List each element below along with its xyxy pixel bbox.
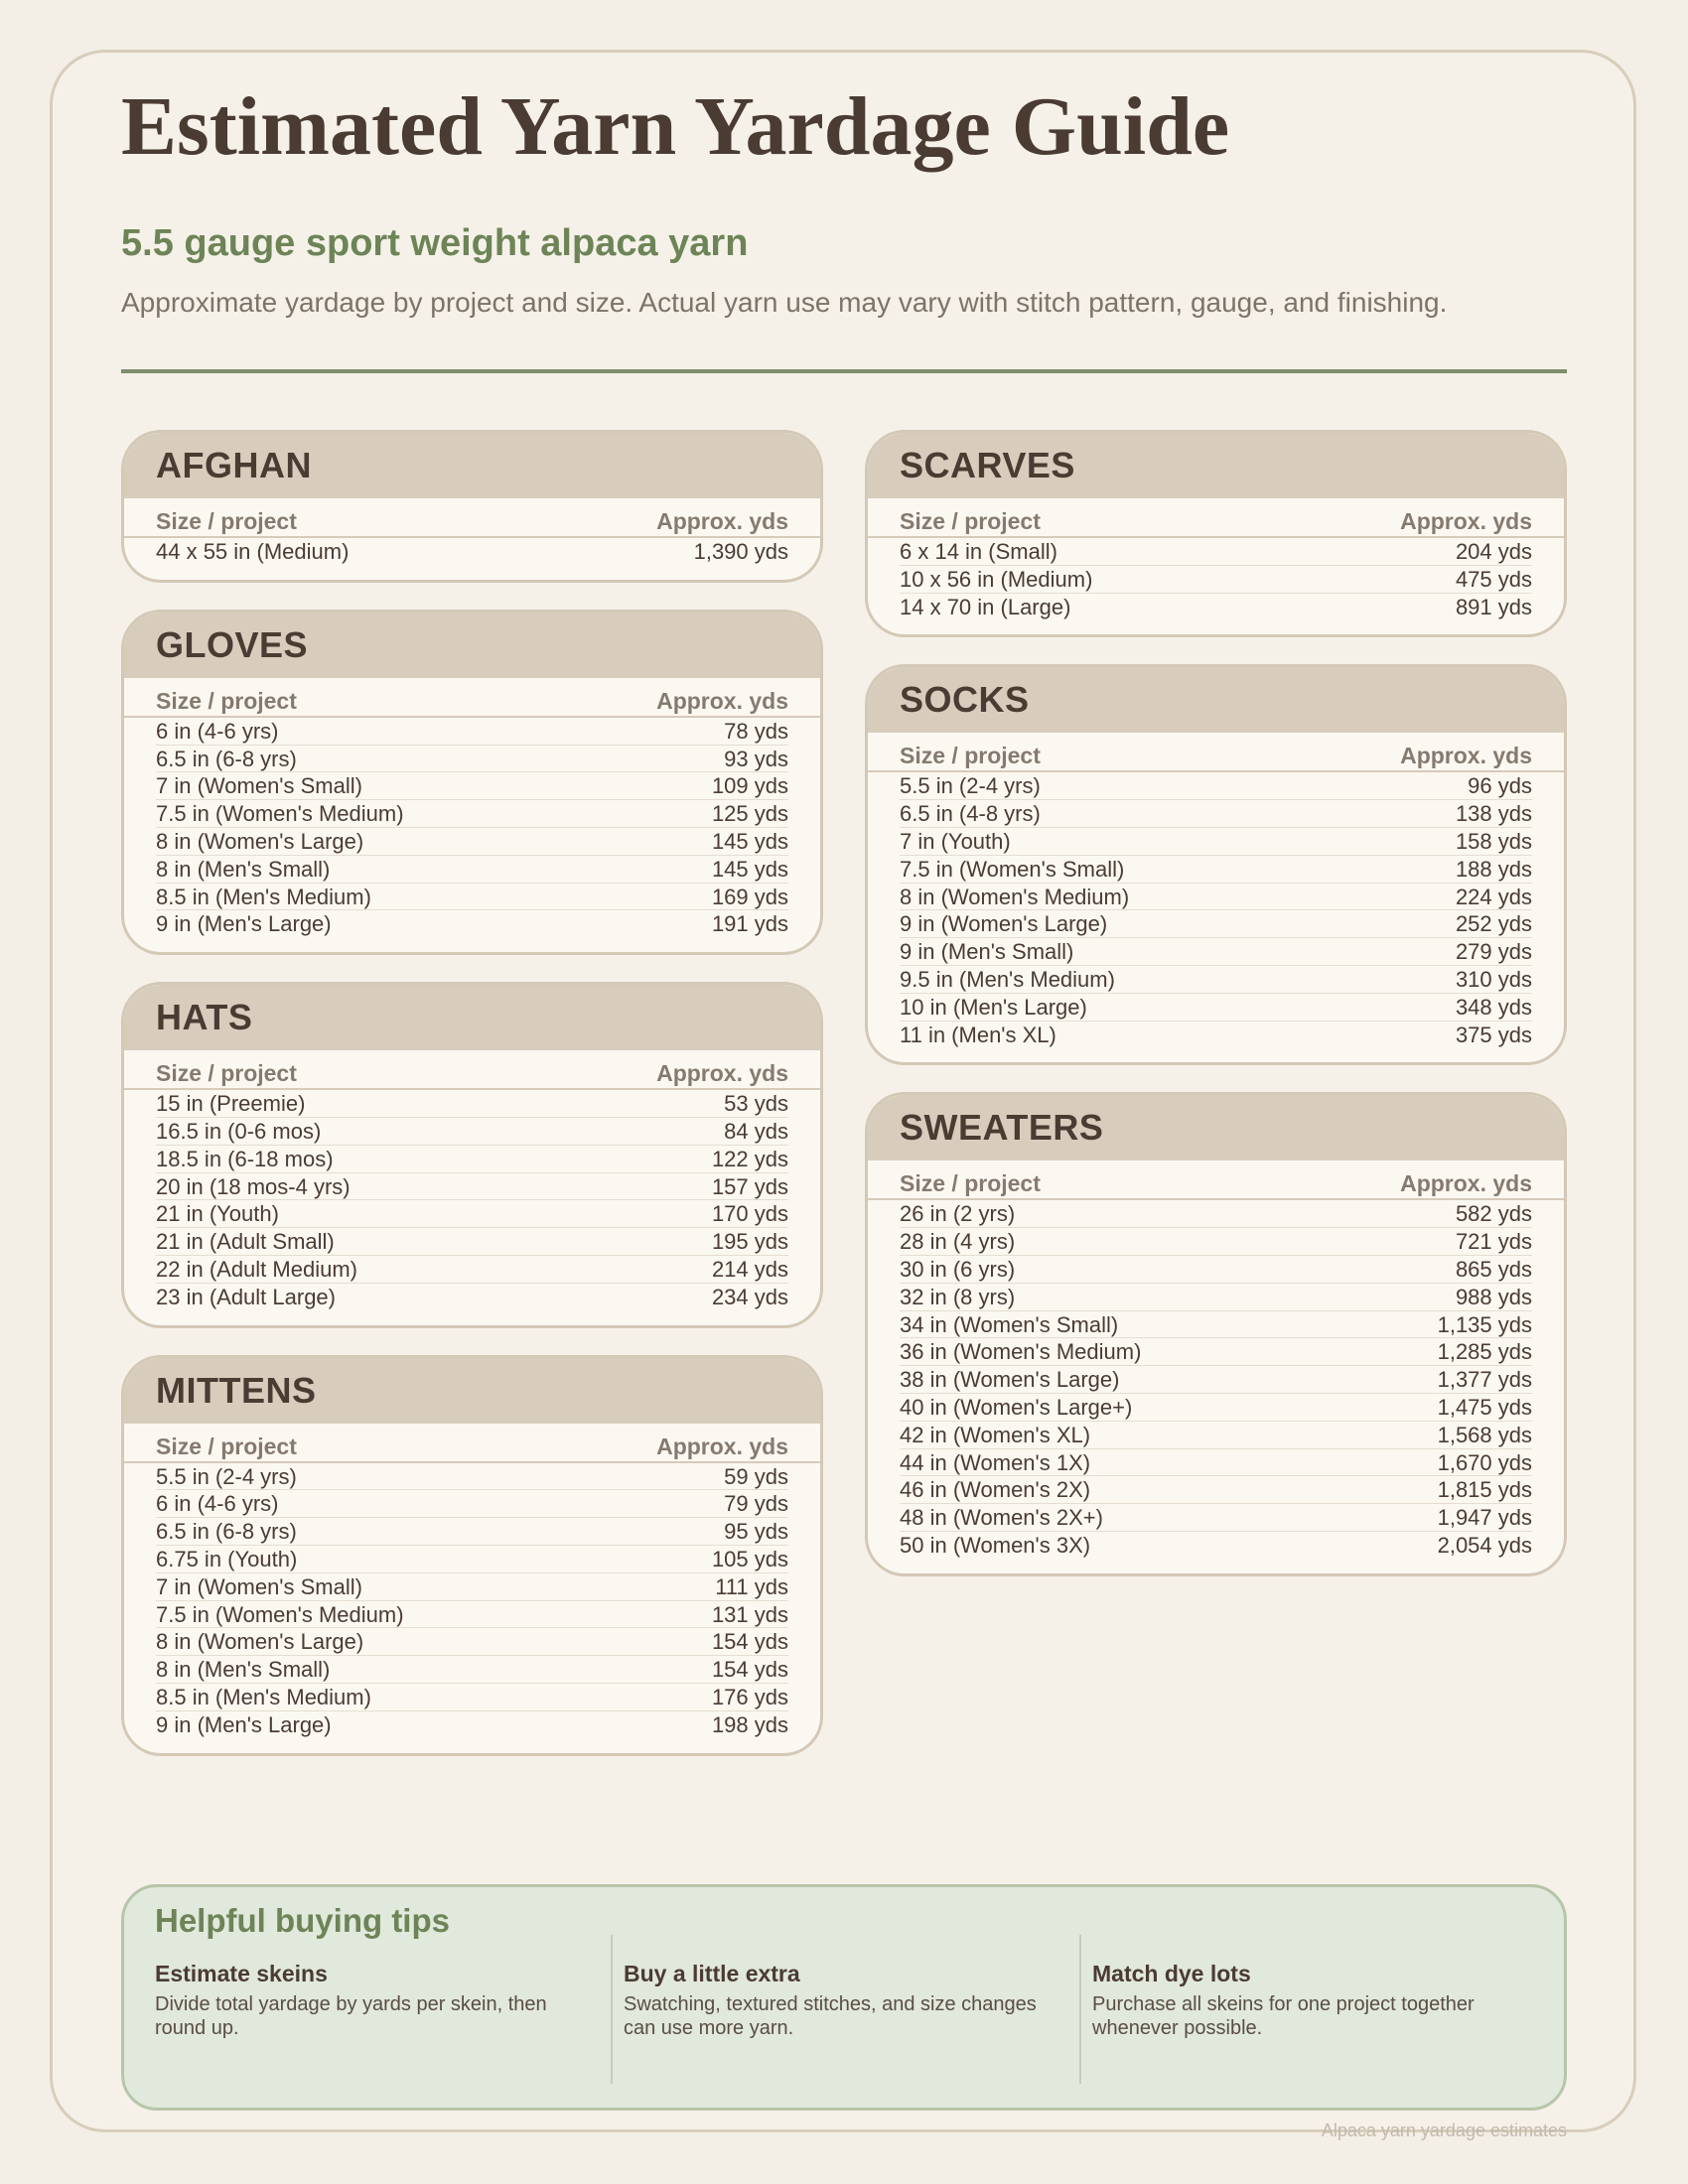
table-row — [156, 1146, 788, 1173]
table-header — [156, 678, 788, 716]
yards-cell: 191 yds — [711, 911, 788, 937]
yards-cell: 1,568 yds — [1437, 1422, 1532, 1447]
size-cell: 7 in (Women's Small) — [156, 773, 362, 799]
tip-divider — [1079, 1935, 1081, 2084]
table-row — [900, 1311, 1532, 1339]
yards-cell: 1,947 yds — [1437, 1505, 1532, 1531]
size-cell: 5.5 in (2-4 yrs) — [900, 773, 1041, 799]
table-header — [900, 498, 1532, 536]
table-row — [156, 884, 788, 911]
column-header-size: Size / project — [156, 687, 297, 714]
yardage-table — [868, 733, 1564, 1048]
card-title: SWEATERS — [900, 1107, 1104, 1149]
table-row — [156, 772, 788, 800]
table-header — [156, 498, 788, 536]
table-row — [156, 856, 788, 884]
table-row — [900, 1476, 1532, 1504]
size-cell: 9 in (Men's Large) — [156, 911, 332, 937]
tip-divider — [611, 1935, 613, 2084]
footer-note: Alpaca yarn yardage estimates — [1321, 2120, 1567, 2140]
table-row — [900, 1338, 1532, 1366]
table-row — [156, 1490, 788, 1518]
yards-cell: 154 yds — [711, 1629, 788, 1655]
card-header — [124, 433, 820, 498]
size-cell: 6 in (4-6 yrs) — [156, 718, 279, 744]
yards-cell: 310 yds — [1455, 966, 1532, 992]
yards-cell: 84 yds — [724, 1118, 788, 1144]
yards-cell: 279 yds — [1455, 939, 1532, 965]
yards-cell: 348 yds — [1455, 994, 1532, 1020]
column-header-yards: Approx. yds — [1400, 743, 1532, 769]
yards-cell: 1,135 yds — [1437, 1311, 1532, 1337]
yards-cell: 188 yds — [1455, 856, 1532, 882]
yards-cell: 234 yds — [711, 1284, 788, 1309]
size-cell: 9 in (Women's Large) — [900, 911, 1108, 937]
table-row — [156, 1090, 788, 1118]
table-row — [900, 1504, 1532, 1532]
table-header — [156, 1050, 788, 1088]
size-cell: 44 in (Women's 1X) — [900, 1449, 1091, 1475]
card-afghan — [121, 430, 823, 583]
card-hats — [121, 982, 823, 1327]
table-row — [156, 1463, 788, 1491]
column-header-yards: Approx. yds — [656, 1060, 788, 1087]
card-title: AFGHAN — [156, 445, 312, 485]
yards-cell: 224 yds — [1455, 884, 1532, 909]
yards-cell: 111 yds — [715, 1573, 788, 1599]
table-header — [900, 1160, 1532, 1198]
size-cell: 14 x 70 in (Large) — [900, 594, 1071, 619]
table-row — [900, 1449, 1532, 1477]
yards-cell: 2,054 yds — [1437, 1532, 1532, 1558]
column-header-size: Size / project — [900, 1170, 1041, 1197]
yards-cell: 169 yds — [711, 884, 788, 909]
yards-cell: 865 yds — [1455, 1256, 1532, 1282]
card-header — [868, 433, 1564, 498]
size-cell: 30 in (6 yrs) — [900, 1256, 1016, 1282]
intro-text: Approximate yardage by project and size. Actual yarn use may vary with stitch pattern, gauge, and finishing. — [121, 287, 1448, 318]
left-column — [121, 430, 823, 1783]
yards-cell: 122 yds — [711, 1146, 788, 1171]
table-row — [900, 828, 1532, 856]
size-cell: 34 in (Women's Small) — [900, 1311, 1119, 1337]
card-title: HATS — [156, 997, 253, 1038]
tip-estimate-skeins — [155, 1935, 592, 2084]
table-body — [156, 1463, 788, 1739]
yards-cell: 214 yds — [711, 1256, 788, 1282]
table-body — [900, 538, 1532, 620]
page-subtitle: 5.5 gauge sport weight alpaca yarn — [121, 222, 749, 264]
size-cell: 32 in (8 yrs) — [900, 1284, 1016, 1309]
column-header-yards: Approx. yds — [656, 687, 788, 714]
table-row — [156, 1573, 788, 1601]
size-cell: 40 in (Women's Large+) — [900, 1394, 1133, 1420]
yards-cell: 53 yds — [724, 1091, 788, 1117]
table-row — [156, 910, 788, 938]
size-cell: 8 in (Women's Large) — [156, 1629, 364, 1655]
column-header-size: Size / project — [156, 1060, 297, 1087]
yards-cell: 93 yds — [724, 746, 788, 771]
table-row — [900, 566, 1532, 594]
size-cell: 8.5 in (Men's Medium) — [156, 1684, 371, 1709]
table-row — [900, 856, 1532, 884]
card-header — [868, 667, 1564, 733]
size-cell: 9 in (Men's Large) — [156, 1711, 332, 1737]
table-row — [156, 746, 788, 773]
yards-cell: 1,670 yds — [1437, 1449, 1532, 1475]
size-cell: 6.5 in (4-8 yrs) — [900, 801, 1041, 827]
size-cell: 9.5 in (Men's Medium) — [900, 966, 1115, 992]
size-cell: 15 in (Preemie) — [156, 1091, 306, 1117]
table-row — [156, 1628, 788, 1656]
card-header — [124, 985, 820, 1050]
card-scarves — [865, 430, 1567, 637]
yards-cell: 252 yds — [1455, 911, 1532, 937]
page-title: Estimated Yarn Yardage Guide — [121, 80, 1230, 173]
table-row — [900, 800, 1532, 828]
table-row — [156, 538, 788, 566]
table-body — [900, 772, 1532, 1048]
size-cell: 6.75 in (Youth) — [156, 1546, 298, 1571]
size-cell: 8 in (Women's Large) — [156, 828, 364, 854]
yards-cell: 154 yds — [711, 1657, 788, 1683]
card-sweaters — [865, 1092, 1567, 1575]
size-cell: 6.5 in (6-8 yrs) — [156, 746, 297, 771]
size-cell: 8 in (Women's Medium) — [900, 884, 1130, 909]
size-cell: 7 in (Youth) — [900, 828, 1011, 854]
tips-title: Helpful buying tips — [155, 1902, 450, 1939]
yards-cell: 721 yds — [1455, 1229, 1532, 1255]
yards-cell: 176 yds — [711, 1684, 788, 1709]
size-cell: 7 in (Women's Small) — [156, 1573, 362, 1599]
card-header — [124, 613, 820, 678]
table-row — [156, 1711, 788, 1739]
table-row — [156, 1200, 788, 1228]
tip-heading: Buy a little extra — [624, 1961, 800, 1986]
yards-cell: 891 yds — [1455, 594, 1532, 619]
table-row — [156, 1118, 788, 1146]
table-row — [900, 1228, 1532, 1256]
yardage-table — [868, 498, 1564, 620]
yards-cell: 125 yds — [711, 801, 788, 827]
size-cell: 9 in (Men's Small) — [900, 939, 1074, 965]
table-row — [156, 1173, 788, 1201]
yards-cell: 157 yds — [711, 1173, 788, 1199]
card-mittens — [121, 1355, 823, 1756]
table-header — [156, 1424, 788, 1461]
table-row — [156, 800, 788, 828]
yardage-table — [124, 1424, 820, 1739]
card-header — [124, 1358, 820, 1424]
yards-cell: 131 yds — [711, 1601, 788, 1627]
card-title: GLOVES — [156, 623, 309, 665]
size-cell: 8.5 in (Men's Medium) — [156, 884, 371, 909]
size-cell: 23 in (Adult Large) — [156, 1284, 336, 1309]
table-row — [156, 718, 788, 746]
table-row — [156, 1656, 788, 1684]
table-body — [900, 1200, 1532, 1559]
size-cell: 26 in (2 yrs) — [900, 1201, 1016, 1227]
table-row — [900, 772, 1532, 800]
column-header-yards: Approx. yds — [656, 508, 788, 534]
size-cell: 7.5 in (Women's Medium) — [156, 801, 404, 827]
yards-cell: 145 yds — [711, 828, 788, 854]
table-row — [156, 1518, 788, 1546]
yards-cell: 95 yds — [724, 1519, 788, 1545]
tip-body: Divide total yardage by yards per skein, then round up. — [155, 1993, 547, 2039]
yards-cell: 170 yds — [711, 1201, 788, 1227]
table-row — [900, 910, 1532, 938]
size-cell: 6 in (4-6 yrs) — [156, 1491, 279, 1517]
tip-match-dye-lots — [1092, 1935, 1529, 2084]
column-header-yards: Approx. yds — [1400, 508, 1532, 534]
yards-cell: 145 yds — [711, 856, 788, 882]
size-cell: 11 in (Men's XL) — [900, 1022, 1056, 1047]
size-cell: 36 in (Women's Medium) — [900, 1339, 1142, 1365]
yardage-table — [124, 1050, 820, 1310]
size-cell: 21 in (Adult Small) — [156, 1229, 335, 1255]
table-row — [156, 1546, 788, 1573]
yards-cell: 1,815 yds — [1437, 1477, 1532, 1503]
size-cell: 18.5 in (6-18 mos) — [156, 1146, 334, 1171]
table-row — [900, 1200, 1532, 1228]
size-cell: 20 in (18 mos-4 yrs) — [156, 1173, 351, 1199]
card-title: SOCKS — [900, 679, 1030, 721]
table-row — [900, 1394, 1532, 1422]
size-cell: 10 x 56 in (Medium) — [900, 566, 1093, 592]
right-column — [865, 430, 1567, 1603]
size-cell: 46 in (Women's 2X) — [900, 1477, 1091, 1503]
yards-cell: 195 yds — [711, 1229, 788, 1255]
yards-cell: 582 yds — [1455, 1201, 1532, 1227]
yards-cell: 988 yds — [1455, 1284, 1532, 1309]
size-cell: 5.5 in (2-4 yrs) — [156, 1463, 297, 1489]
table-row — [900, 1284, 1532, 1311]
yards-cell: 78 yds — [724, 718, 788, 744]
yards-cell: 1,390 yds — [693, 539, 788, 564]
table-row — [156, 1256, 788, 1284]
table-row — [900, 1366, 1532, 1394]
table-row — [900, 966, 1532, 994]
table-row — [900, 884, 1532, 911]
size-cell: 10 in (Men's Large) — [900, 994, 1087, 1020]
yards-cell: 79 yds — [724, 1491, 788, 1517]
column-header-size: Size / project — [900, 743, 1041, 769]
table-row — [900, 1532, 1532, 1560]
yards-cell: 375 yds — [1455, 1022, 1532, 1047]
size-cell: 8 in (Men's Small) — [156, 856, 331, 882]
table-row — [900, 538, 1532, 566]
column-header-size: Size / project — [156, 1433, 297, 1459]
yards-cell: 105 yds — [711, 1546, 788, 1571]
table-row — [900, 1256, 1532, 1284]
yards-cell: 158 yds — [1455, 828, 1532, 854]
yards-cell: 475 yds — [1455, 566, 1532, 592]
yards-cell: 198 yds — [711, 1711, 788, 1737]
size-cell: 42 in (Women's XL) — [900, 1422, 1091, 1447]
table-row — [900, 1022, 1532, 1049]
yardage-table — [124, 678, 820, 938]
card-socks — [865, 664, 1567, 1065]
header-divider — [121, 369, 1567, 373]
column-header-yards: Approx. yds — [1400, 1170, 1532, 1197]
table-row — [900, 594, 1532, 621]
table-row — [156, 1284, 788, 1311]
table-row — [156, 1228, 788, 1256]
yards-cell: 1,285 yds — [1437, 1339, 1532, 1365]
tip-heading: Match dye lots — [1092, 1961, 1251, 1986]
tip-buy-extra — [624, 1935, 1060, 2084]
card-title: SCARVES — [900, 445, 1075, 485]
yards-cell: 1,475 yds — [1437, 1394, 1532, 1420]
card-gloves — [121, 610, 823, 955]
table-header — [900, 733, 1532, 770]
size-cell: 6.5 in (6-8 yrs) — [156, 1519, 297, 1545]
tip-heading: Estimate skeins — [155, 1961, 328, 1986]
size-cell: 22 in (Adult Medium) — [156, 1256, 357, 1282]
size-cell: 48 in (Women's 2X+) — [900, 1505, 1103, 1531]
table-row — [900, 1422, 1532, 1449]
size-cell: 8 in (Men's Small) — [156, 1657, 331, 1683]
yardage-table — [124, 498, 820, 566]
yardage-table — [868, 1160, 1564, 1559]
column-header-size: Size / project — [156, 508, 297, 534]
table-body — [156, 718, 788, 938]
buying-tips-panel — [121, 1884, 1567, 2111]
size-cell: 6 x 14 in (Small) — [900, 539, 1057, 564]
column-header-yards: Approx. yds — [656, 1433, 788, 1459]
size-cell: 50 in (Women's 3X) — [900, 1532, 1091, 1558]
table-row — [156, 828, 788, 856]
size-cell: 28 in (4 yrs) — [900, 1229, 1016, 1255]
yards-cell: 96 yds — [1468, 773, 1532, 799]
yards-cell: 138 yds — [1455, 801, 1532, 827]
size-cell: 7.5 in (Women's Medium) — [156, 1601, 404, 1627]
size-cell: 7.5 in (Women's Small) — [900, 856, 1125, 882]
yards-cell: 59 yds — [724, 1463, 788, 1489]
yards-cell: 204 yds — [1455, 539, 1532, 564]
table-row — [900, 994, 1532, 1022]
tip-body: Purchase all skeins for one project together whenever possible. — [1092, 1993, 1475, 2039]
size-cell: 38 in (Women's Large) — [900, 1367, 1120, 1393]
size-cell: 21 in (Youth) — [156, 1201, 279, 1227]
table-row — [156, 1684, 788, 1711]
card-title: MITTENS — [156, 1369, 317, 1411]
table-body — [156, 1090, 788, 1310]
table-row — [900, 938, 1532, 966]
yards-cell: 109 yds — [711, 773, 788, 799]
column-header-size: Size / project — [900, 508, 1041, 534]
size-cell: 44 x 55 in (Medium) — [156, 539, 350, 564]
size-cell: 16.5 in (0-6 mos) — [156, 1118, 322, 1144]
yards-cell: 1,377 yds — [1437, 1367, 1532, 1393]
table-body — [156, 538, 788, 566]
tip-body: Swatching, textured stitches, and size changes can use more yarn. — [624, 1993, 1037, 2039]
table-row — [156, 1601, 788, 1629]
card-header — [868, 1095, 1564, 1160]
